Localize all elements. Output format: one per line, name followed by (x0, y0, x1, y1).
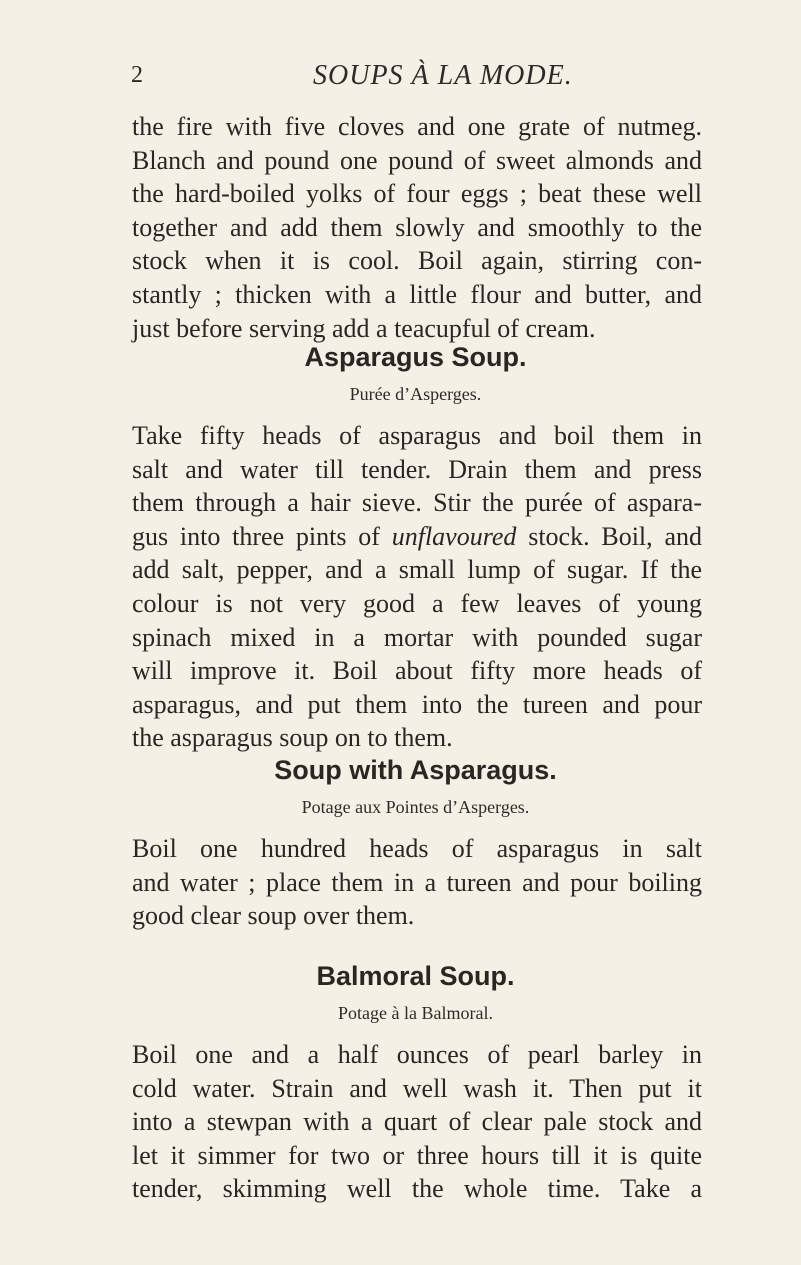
text-line: Take fifty heads of asparagus and boil them in (132, 421, 702, 450)
page-number: 2 (131, 62, 143, 88)
text-line: will improve it. Boil about fifty more heads of (132, 656, 702, 686)
text-line: the asparagus soup on to them. (132, 723, 453, 753)
text-line: Boil one hundred heads of asparagus in salt (132, 834, 702, 863)
text-line: Boil one and a half ounces of pearl barley in (132, 1040, 702, 1069)
text-line: spinach mixed in a mortar with pounded sugar (132, 622, 702, 652)
recipe-title-balmoral-soup: Balmoral Soup. (316, 961, 515, 991)
recipe-subtitle-soup-with-asparagus: Potage aux Pointes d’Asperges. (301, 797, 530, 817)
recipe-body-soup-with-asparagus (132, 832, 702, 933)
recipe-title-asparagus-soup: Asparagus Soup. (304, 342, 527, 372)
recipe-subtitle-asparagus-soup: Purée d’Asperges. (349, 384, 482, 404)
text-line: them through a hair sieve. Stir the purée of aspara- (132, 488, 702, 518)
text-segment: gus into three pints of (132, 521, 392, 551)
text-line: tender, skimming well the whole time. Take a (132, 1174, 702, 1204)
recipe-subtitle-balmoral-soup: Potage à la Balmoral. (338, 1003, 493, 1023)
recipe-body-balmoral-soup (132, 1038, 702, 1206)
text-line: and water ; place them in a tureen and pour boiling (132, 867, 702, 897)
text-line: asparagus, and put them into the tureen and pour (132, 689, 702, 719)
italic-word: unflavoured (391, 521, 517, 551)
recipe-body-asparagus-soup (132, 419, 702, 755)
text-line: together and add them slowly and smoothly to the (132, 212, 702, 242)
text-line: stock when it is cool. Boil again, stirring con- (132, 246, 702, 276)
text-line: stantly ; thicken with a little flour and butter, and (132, 279, 702, 309)
text-line: just before serving add a teacupful of cream. (132, 313, 596, 343)
page-header (0, 58, 801, 98)
text-segment: stock. Boil, and (516, 521, 702, 551)
text-line: the hard-boiled yolks of four eggs ; beat these well (132, 179, 702, 209)
intro-paragraph (132, 110, 702, 345)
text-line: colour is not very good a few leaves of young (132, 588, 702, 618)
text-line: the fire with five cloves and one grate of nutmeg. (132, 112, 702, 141)
text-line: salt and water till tender. Drain them and press (132, 454, 702, 484)
text-line: add salt, pepper, and a small lump of sugar. If the (132, 555, 702, 585)
text-line: let it simmer for two or three hours till it is quite (132, 1140, 702, 1170)
recipe-title-soup-with-asparagus: Soup with Asparagus. (274, 755, 557, 785)
text-line: good clear soup over them. (132, 901, 415, 931)
running-head: SOUPS À LA MODE. (313, 60, 573, 91)
text-line: cold water. Strain and well wash it. Then put it (132, 1073, 702, 1103)
text-line-mixed (132, 520, 702, 554)
text-line: into a stewpan with a quart of clear pale stock and (132, 1107, 702, 1137)
text-line: Blanch and pound one pound of sweet almonds and (132, 145, 702, 175)
